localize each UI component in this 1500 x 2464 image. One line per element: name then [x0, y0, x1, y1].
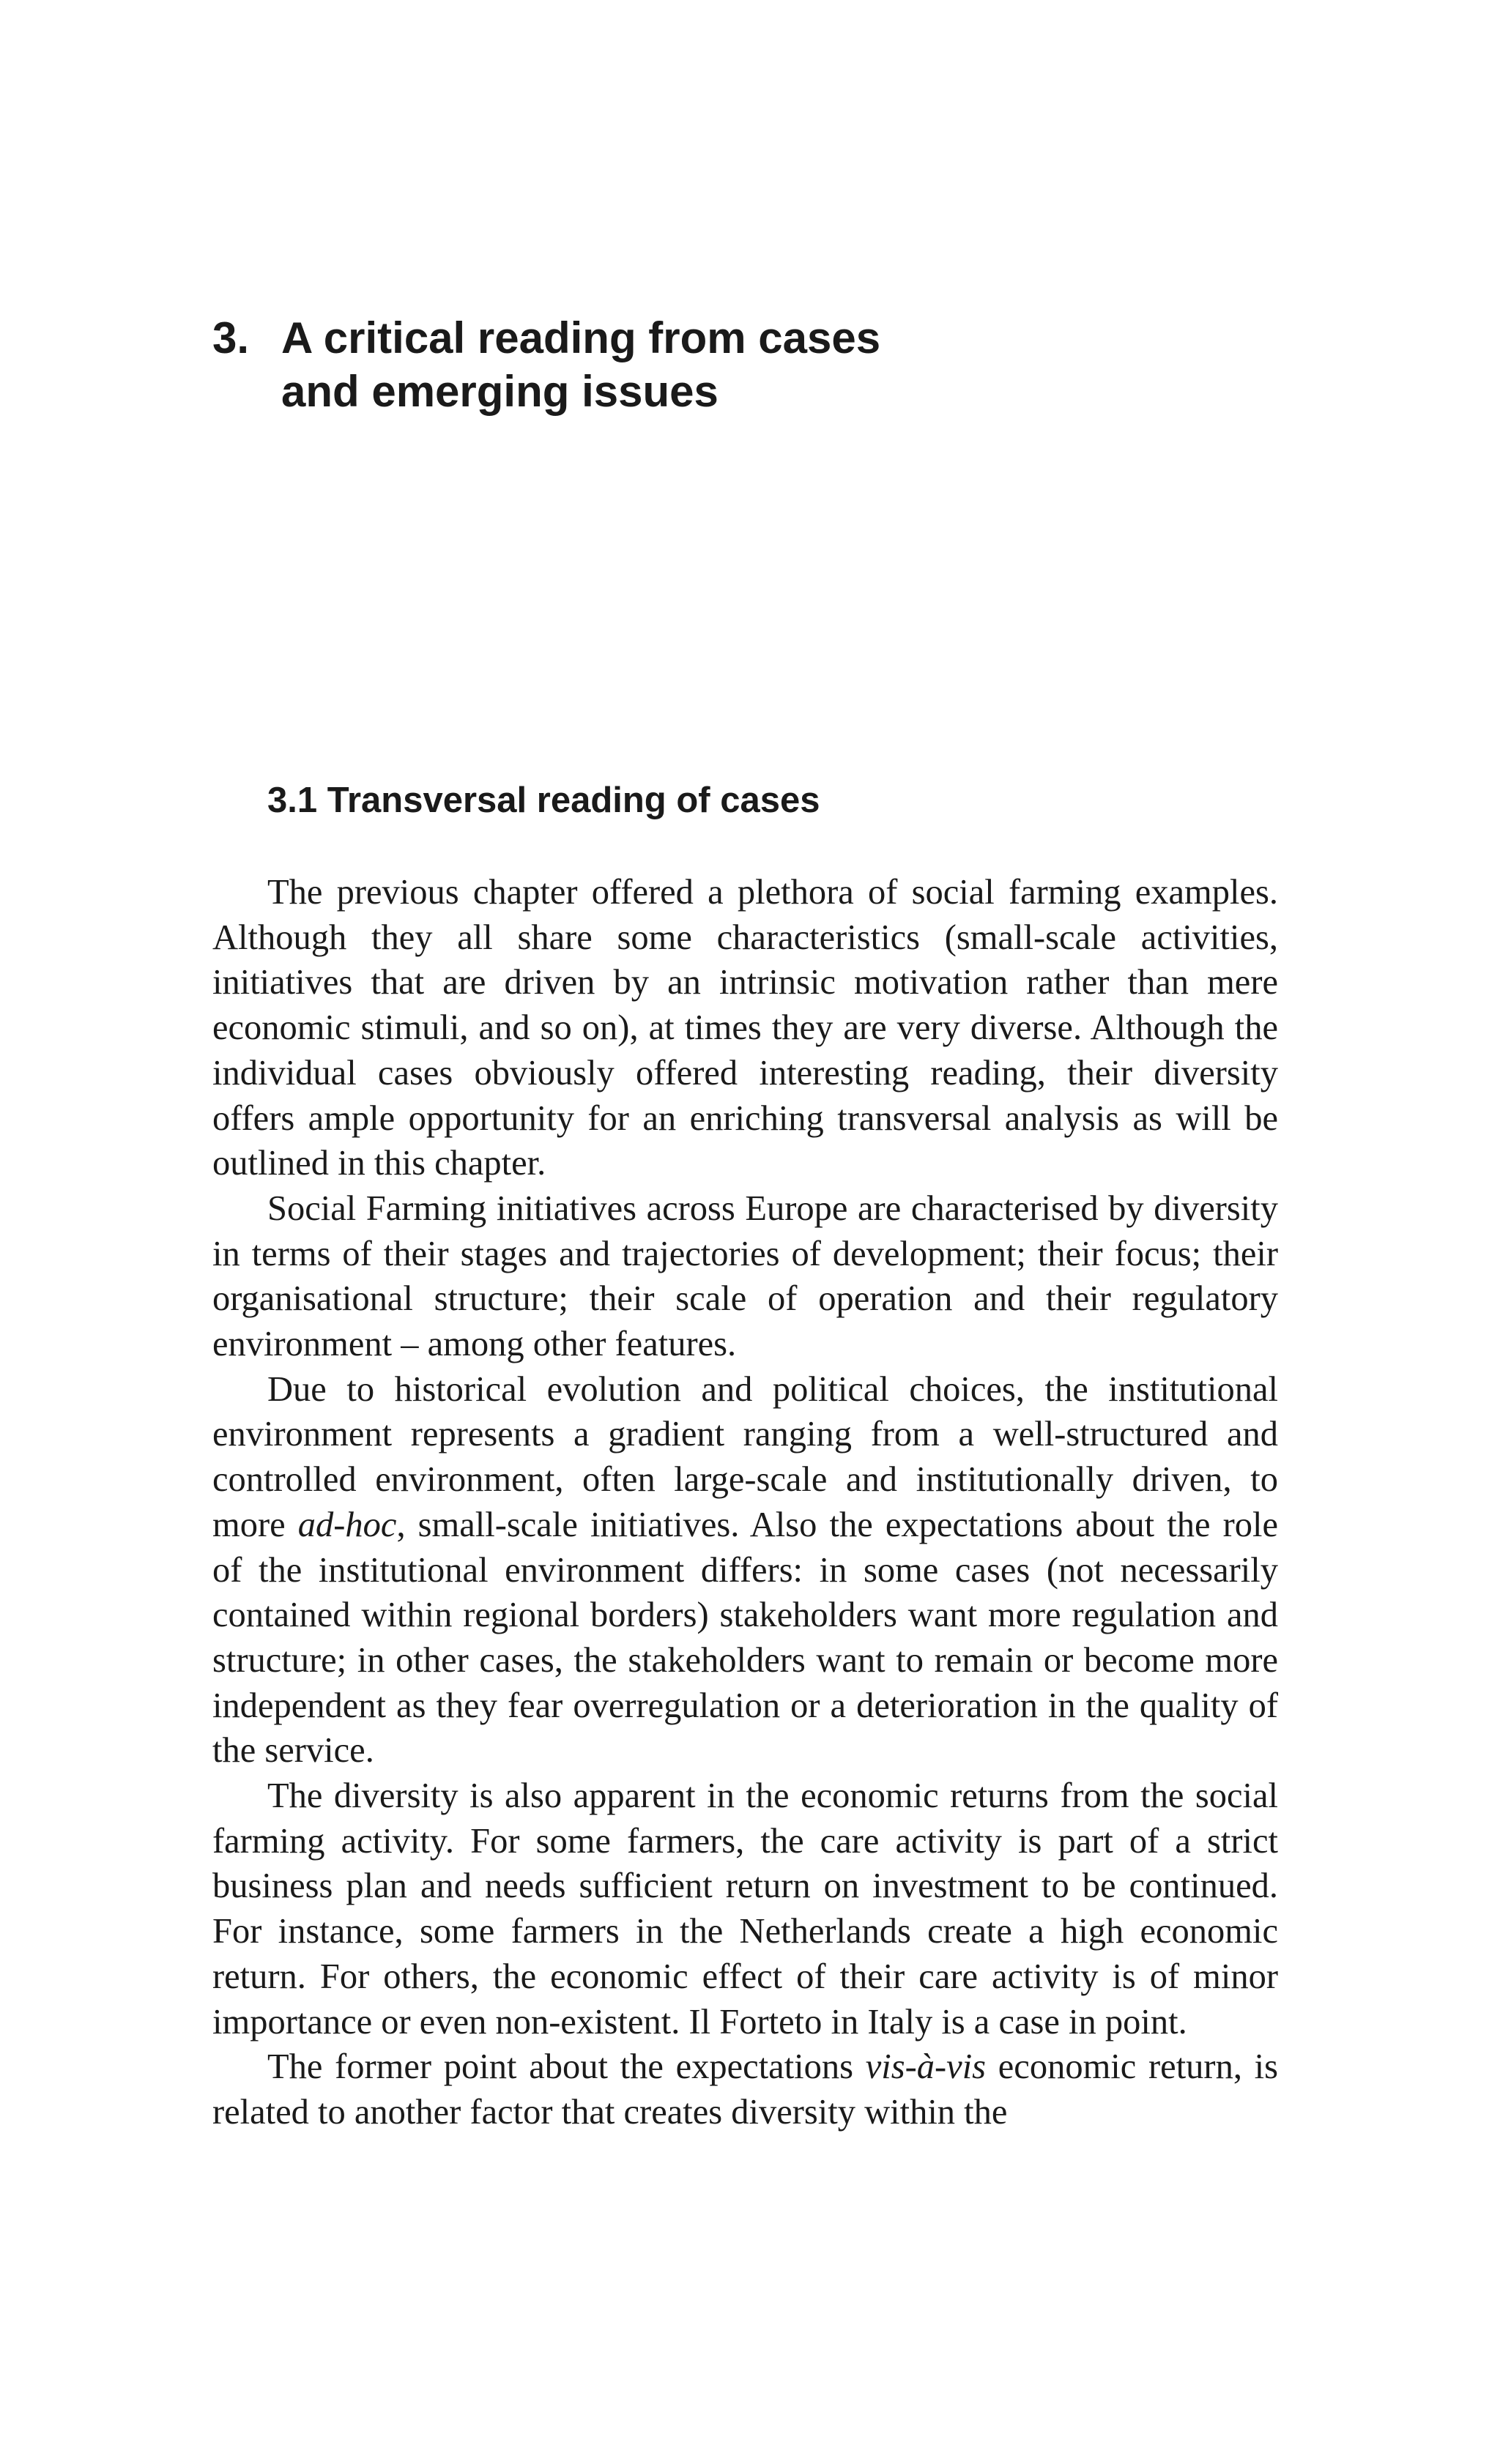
chapter-number: 3. [212, 313, 250, 362]
chapter-title-line-1: A critical reading from cases [281, 313, 881, 362]
chapter-title [212, 311, 880, 418]
italic-term-ad-hoc: ad-hoc [297, 1505, 397, 1544]
paragraph-5-text-a: The former point about the expectations [267, 2047, 866, 2087]
paragraph-2: Social Farming initiatives across Europe are characterised by diversity in terms of their stages and trajectories of development; their focus; their organisational structure; their scale of operation and their regulatory environment – among other features. [212, 1188, 1278, 1364]
paragraph-5 [212, 2044, 1278, 2134]
paragraph-4: The diversity is also apparent in the economic returns from the social farming activity. For some farmers, the care activity is part of a strict business plan and needs sufficient return on investment to be continued. For instance, some farmers in the Netherlands create a high economic return. For others, the economic effect of their care activity is of minor importance or even non-existent. Il Forteto in Italy is a case in point. [212, 1776, 1278, 2041]
italic-term-vis-a-vis: vis-à-vis [865, 2047, 987, 2087]
paragraph-3-text-b: , small-scale initiatives. Also the expectations about the role of the institutional environment differs: in some cases (not necessarily contained within regional borders) stakeholders want more regulation and structure; in other cases, the stakeholders want to remain or become more independent as they fear overregulation or a deterioration in the quality of the service. [212, 1505, 1278, 1771]
section-heading: 3.1 Transversal reading of cases [267, 781, 820, 820]
paragraph-3 [212, 1367, 1278, 1773]
body-text [212, 870, 1278, 2135]
paragraph-1: The previous chapter offered a plethora of social farming examples. Although they all share some characteristics (small-scale activities, initiatives that are driven by an intrinsic motivation rather than mere economic stimuli, and so on), at times they are very diverse. Although the individual cases obviously offered interesting reading, their diversity offers ample opportunity for an enriching transversal analysis as will be outlined in this chapter. [212, 873, 1278, 1183]
chapter-title-line-2: and emerging issues [281, 367, 719, 416]
paragraph-5-text-b: economic return, is related to another factor that creates diversity within the [212, 2047, 1279, 2132]
paragraph-3-text-a: Due to historical evolution and political choices, the institutional environment represents a gradient ranging from a well-structured and controlled environment, often large-scale and institutionally driven, to more [212, 1369, 1278, 1544]
